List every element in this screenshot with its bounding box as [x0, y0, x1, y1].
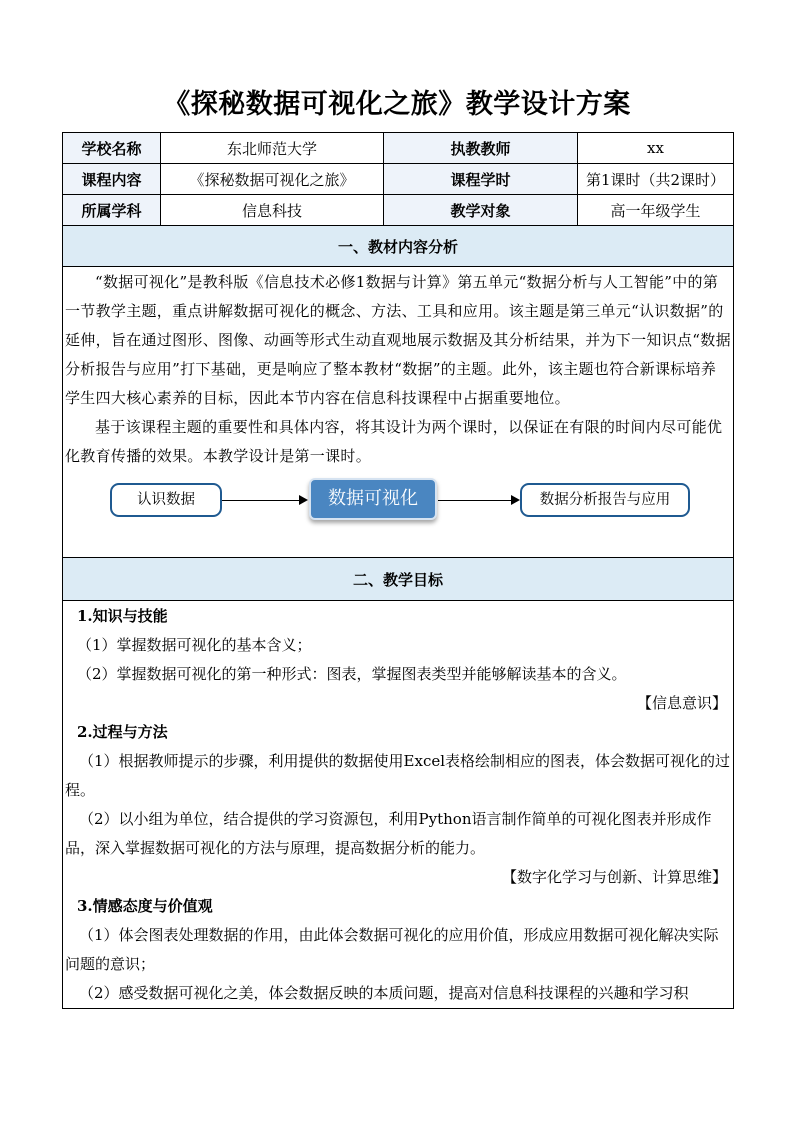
goal-1-title: 1.知识与技能: [77, 607, 168, 625]
goal-1-competency-tag: 【信息意识】: [636, 694, 727, 712]
lesson-plan-table: [62, 132, 734, 1009]
teacher-value: xx: [578, 133, 734, 164]
goal-2-item-1: （1）根据教师提示的步骤，利用提供的数据使用Excel表格绘制相应的图表，体会数据可视化的过程。: [65, 752, 731, 799]
diagram-node-prior: 认识数据: [110, 483, 222, 517]
target-value: 高一年级学生: [578, 195, 734, 226]
section-heading-row-1: [63, 226, 734, 267]
subject-label: 所属学科: [63, 195, 161, 226]
hours-label: 课程学时: [384, 164, 578, 195]
info-row-2: [63, 164, 734, 195]
goal-2-title: 2.过程与方法: [77, 723, 168, 741]
info-row-3: [63, 195, 734, 226]
goal-2-competency-tag: 【数字化学习与创新、计算思维】: [501, 868, 727, 886]
diagram-arrow-1: [222, 500, 306, 501]
school-value: 东北师范大学: [161, 133, 384, 164]
goal-2-item-2: （2）以小组为单位，结合提供的学习资源包，利用Python语言制作简单的可视化图表并形成作品，深入掌握数据可视化的方法与原理，提高数据分析的能力。: [65, 810, 712, 857]
info-row-1: [63, 133, 734, 164]
diagram-node-next: 数据分析报告与应用: [520, 483, 690, 517]
diagram-node-current: 数据可视化: [309, 478, 437, 520]
goal-1-item-2: （2）掌握数据可视化的第一种形式：图表，掌握图表类型并能够解读基本的含义。: [77, 665, 627, 683]
goal-3-item-2: （2）感受数据可视化之美，体会数据反映的本质问题，提高对信息科技课程的兴趣和学习积: [79, 984, 689, 1002]
subject-value: 信息科技: [161, 195, 384, 226]
analysis-paragraph-2: 基于该课程主题的重要性和具体内容，将其设计为两个课时，以保证在有限的时间内尽可能优化教育传播的效果。本教学设计是第一课时。: [65, 418, 723, 465]
section-body-row-1: [63, 267, 734, 558]
document-title: 《探秘数据可视化之旅》教学设计方案: [163, 89, 631, 120]
goal-3-title: 3.情感态度与价值观: [77, 897, 213, 915]
target-label: 教学对象: [384, 195, 578, 226]
goal-3-item-1: （1）体会图表处理数据的作用，由此体会数据可视化的应用价值，形成应用数据可视化解决实际问题的意识；: [65, 926, 719, 973]
school-label: 学校名称: [63, 133, 161, 164]
goal-1-item-1: （1）掌握数据可视化的基本含义；: [77, 636, 312, 654]
diagram-arrow-2: [438, 500, 518, 501]
knowledge-flow-diagram: [63, 471, 733, 557]
section-heading-row-2: [63, 558, 734, 601]
course-label: 课程内容: [63, 164, 161, 195]
analysis-paragraph-1: “数据可视化”是教科版《信息技术必修1数据与计算》第五单元“数据分析与人工智能”中的第一节教学主题，重点讲解数据可视化的概念、方法、工具和应用。该主题是第三单元“认识数据”的延伸，旨在通过图形、图像、动画等形式生动直观地展示数据及其分析结果，并为下一知识点“数据分析报告与应用”打下基础，更是响应了整本教材“数据”的主题。此外，该主题也符合新课标培养学生四大核心素养的目标，因此本节内容在信息科技课程中占据重要地位。: [65, 273, 731, 407]
section-body-row-2: [63, 601, 734, 1009]
section-heading-analysis: 一、教材内容分析: [63, 226, 734, 267]
teacher-label: 执教教师: [384, 133, 578, 164]
section-heading-objectives: 二、教学目标: [63, 558, 734, 601]
course-value: 《探秘数据可视化之旅》: [161, 164, 384, 195]
objectives-body: [63, 601, 734, 1009]
analysis-body: [63, 267, 734, 558]
hours-value: 第1课时（共2课时）: [578, 164, 734, 195]
